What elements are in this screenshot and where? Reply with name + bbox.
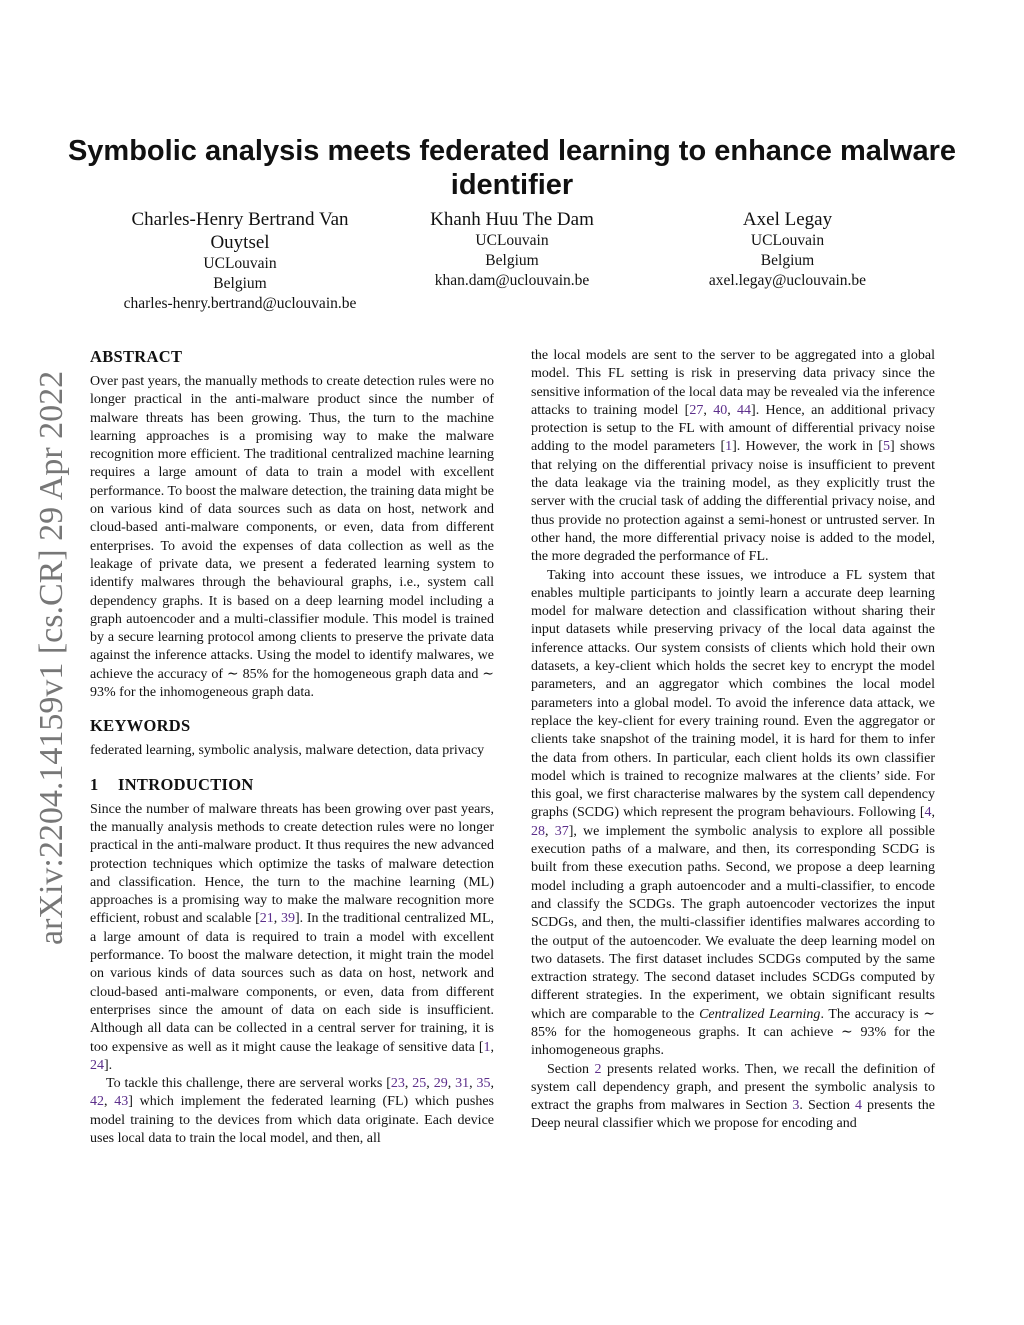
- author-country: Belgium: [760, 252, 815, 269]
- intro-paragraph: To tackle this challenge, there are serveral works [23, 25, 29, 31, 35, 42, 43] which implement the federated learning (FL) which pushes model training to the devices from which data originate. Each device uses local data to train the local model, and then, all: [90, 1076, 495, 1146]
- citation-link[interactable]: 27: [689, 402, 704, 418]
- author-block: [115, 208, 365, 314]
- author-name: Charles-Henry Bertrand Van Ouytsel: [131, 209, 349, 253]
- citation-link[interactable]: 5: [882, 439, 890, 455]
- citation-link[interactable]: 4: [924, 805, 932, 821]
- citation-link[interactable]: 24: [90, 1057, 104, 1073]
- citation-link[interactable]: 23: [390, 1076, 405, 1092]
- abstract-text: Over past years, the manually methods to create detection rules were no longer practical in the anti-malware product since the number of malware threats has been growing. Thus, the turn to the machine learning approaches is a promising way to make the malware recognition more efficient. The traditional centralized machine learning requires a large amount of data to train a model with excellent performance. To boost the malware detection, the training data might be on various kind of data sources such as data on host, network and cloud-based anti-malware components, or even, data from different enterprises. To avoid the expenses of data collection as well as the leakage of private data, we present a federated learning system to identify malwares through the behavioural graphs, i.e., system call dependency graphs. It is based on a deep learning model including a graph autoencoder and a multi-classifier module. This model is trained by a secure learning protocol among clients to preserve the private data against the inference attacks. Using the model to identify malwares, we achieve the accuracy of ∼ 85% for the homogeneous graph data and ∼ 93% for the inhomogeneous graph data.: [90, 374, 494, 701]
- section-number: 1: [90, 774, 99, 794]
- author-block: [412, 208, 612, 291]
- citation-link[interactable]: 29: [433, 1076, 448, 1092]
- section-heading-introduction: [90, 775, 494, 795]
- citation-link[interactable]: 25: [412, 1076, 427, 1092]
- author-country: Belgium: [213, 275, 267, 292]
- citation-link[interactable]: 1: [483, 1039, 491, 1055]
- citation-link[interactable]: 35: [476, 1076, 491, 1092]
- citation-link[interactable]: 37: [554, 823, 569, 839]
- author-name: Axel Legay: [742, 209, 833, 230]
- arxiv-identifier-stamp: [22, 355, 70, 945]
- author-affiliation: UCLouvain: [475, 232, 549, 249]
- section-ref-link[interactable]: 3: [792, 1098, 800, 1114]
- section-title: INTRODUCTION: [118, 774, 254, 794]
- citation-link[interactable]: 28: [531, 823, 545, 839]
- paper-title: Symbolic analysis meets federated learning to enhance malware identifier: [67, 135, 957, 201]
- citation-link[interactable]: 43: [114, 1094, 129, 1110]
- author-affiliation: UCLouvain: [203, 255, 277, 272]
- abstract-heading: ABSTRACT: [90, 347, 183, 366]
- keywords-text: federated learning, symbolic analysis, malware detection, data privacy: [90, 743, 485, 759]
- left-column: [90, 347, 494, 1148]
- author-email: khan.dam@uclouvain.be: [434, 272, 590, 289]
- author-block: [685, 208, 890, 291]
- citation-link[interactable]: 40: [713, 402, 728, 418]
- author-email: axel.legay@uclouvain.be: [708, 272, 867, 289]
- body-paragraph: the local models are sent to the server to be aggregated into a global model. This FL setting is risk in preserving data privacy since the sensitive information of the local data may be revealed via the inference attacks to training model [27, 40, 44]. Hence, an additional privacy protection is setup to the FL with amount of differential privacy noise adding to the model parameters [1]. However, the work in [5] shows that relying on the differential privacy noise is insufficient to prevent the data leakage via the training model, as they explicitly trust the server with the crucial task of adding the differential privacy noise, and thus provide no protection against a semi-honest or untrusted server. In other hand, the more differential privacy noise is added to the model, the more degraded the performance of FL.: [531, 348, 935, 565]
- section-ref-link[interactable]: 4: [854, 1098, 862, 1114]
- citation-link[interactable]: 31: [455, 1076, 470, 1092]
- body-paragraph: Section 2 presents related works. Then, we recall the definition of system call dependency graph, and present the symbolic analysis to extract the graphs from malwares in Section 3. Section 4 presents the Deep neural classifier which we propose for encoding and: [531, 1061, 935, 1132]
- right-column: [531, 347, 935, 1134]
- emphasis: Centralized Learning: [699, 1006, 821, 1022]
- citation-link[interactable]: 21: [259, 911, 274, 927]
- arxiv-stamp-text: arXiv:2204.14159v1 [cs.CR] 29 Apr 2022: [33, 370, 70, 945]
- author-email: charles-henry.bertrand@uclouvain.be: [123, 295, 357, 312]
- body-paragraph: Taking into account these issues, we introduce a FL system that enables multiple participants to jointly learn a accurate deep learning model for malware detection and classification without sharing their input datasets while preserving privacy of the local data against the inference attacks. Our system consists of clients which hold their own datasets, a key-client which holds the secret key to encrypt the model parameters, and an aggregator which combines the local model parameters into a global model. To avoid the inference data attack, we replace the key-client for every training round. Even the aggregator or clients take snapshot of the training model, it is hard for them to infer the data from others. In particular, each client holds its own classifier model which is trained to recognize malwares at the clients’ side. For this goal, we first characterise malwares by the system call dependency graphs (SCDG) which represent the program behaviours. Following [4, 28, 37], we implement the symbolic analysis to explore all possible execution paths of a malware, and then, its corresponding SCDG is built from these execution paths. Second, we propose a deep learning model including a graph autoencoder and a multi-classifier, to encode and classify the SCDGs. The graph autoencoder vectorizes the input SCDGs, and then, the multi-classifier identifies malwares according to the output of the autoencoder. We evaluate the deep learning model on two datasets. The first dataset includes SCDGs computed by the same extraction strategy. The second dataset includes SCDGs computed by different strategies. In the experiment, we obtain significant results which are comparable to the Centralized Learning. The accuracy is ∼ 85% for the homogeneous graphs. It can achieve ∼ 93% for the inhomogeneous graphs.: [531, 567, 936, 1059]
- section-ref-link[interactable]: 2: [594, 1061, 602, 1077]
- author-affiliation: UCLouvain: [750, 232, 825, 249]
- author-country: Belgium: [485, 252, 539, 269]
- citation-link[interactable]: 1: [725, 439, 733, 455]
- intro-paragraph: Since the number of malware threats has been growing over past years, the manually analysis methods to create detection rules were no longer practical in the anti-malware product. It thus requires the new advanced protection techniques which optimize the tasks of malware detection and classification. Hence, the turn to the machine learning (ML) approaches is a promising way to make the malware recognition more efficient, robust and scalable [21, 39]. In the traditional centralized ML, a large amount of data is required to train a model with excellent performance. To boost the malware detection, it might train the model on various kinds of data sources such as data on host, network and cloud-based anti-malware components, or even, data from different enterprises since the amount of data on each side is insufficient. Although all data can be collected in a central server for training, it is too expensive as well as it might cause the leakage of sensitive data [1, 24].: [90, 801, 495, 1073]
- citation-link[interactable]: 42: [90, 1094, 104, 1110]
- author-name: Khanh Huu The Dam: [430, 209, 594, 230]
- citation-link[interactable]: 39: [281, 911, 295, 927]
- citation-link[interactable]: 44: [737, 402, 752, 418]
- keywords-heading: KEYWORDS: [90, 716, 191, 736]
